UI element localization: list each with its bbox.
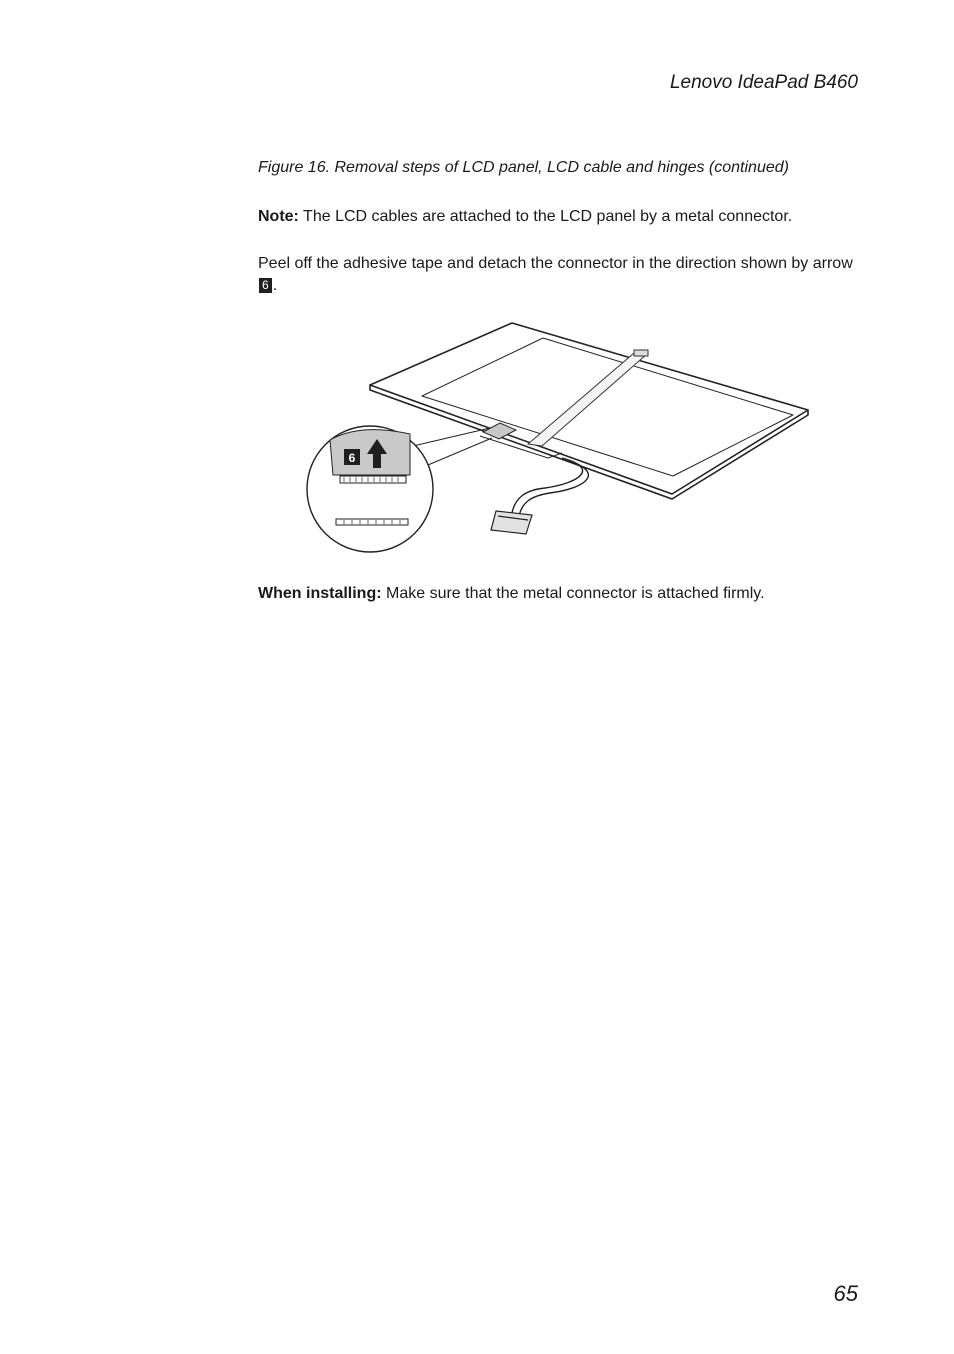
note-label: Note: [258,208,299,225]
install-paragraph [258,583,858,605]
step-paragraph [258,253,858,297]
lcd-panel [370,323,808,499]
magnified-view [307,426,433,552]
step-callout-badge: 6 [259,278,272,293]
step-text: Peel off the adhesive tape and detach the connector in the direction shown by arrow [258,255,853,272]
install-text: Make sure that the metal connector is attached firmly. [381,585,765,602]
figure-callout-label: 6 [348,451,356,465]
install-label: When installing: [258,585,382,602]
document-header-title: Lenovo IdeaPad B460 [669,72,858,93]
figure-caption: Figure 16. Removal steps of LCD panel, LCD cable and hinges (continued) [258,159,789,176]
cable-connector [491,511,532,534]
note-paragraph [258,206,858,228]
page-number: 65 [833,1281,858,1306]
note-text: The LCD cables are attached to the LCD panel by a metal connector. [298,208,793,225]
lcd-cable [512,458,588,516]
step-end: . [272,277,278,294]
lcd-connector-illustration [300,318,815,558]
